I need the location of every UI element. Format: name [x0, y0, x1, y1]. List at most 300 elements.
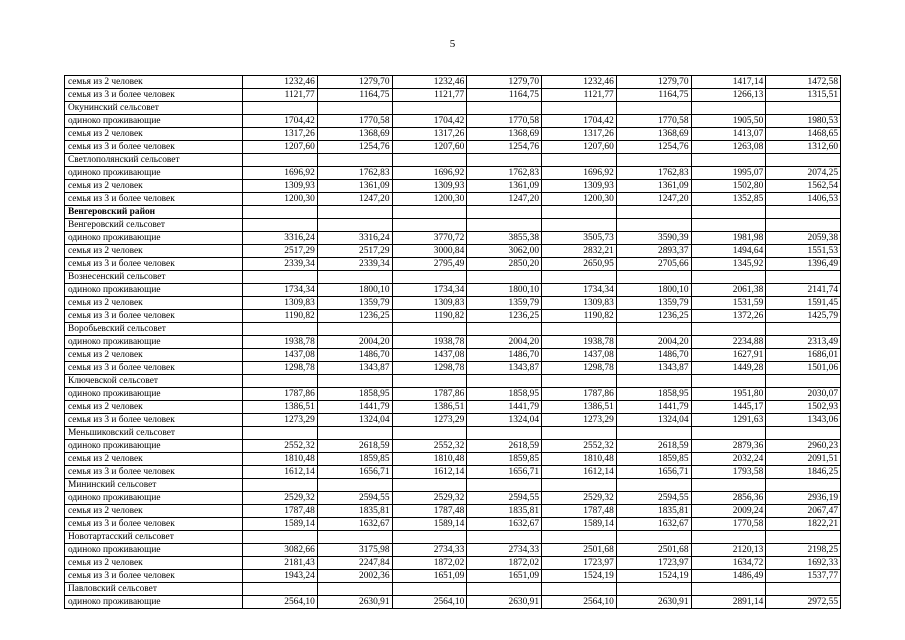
value-cell	[392, 219, 467, 232]
value-cell: 1589,14	[392, 518, 467, 531]
value-cell: 2198,25	[766, 544, 841, 557]
value-cell	[392, 102, 467, 115]
value-cell: 2564,10	[542, 596, 617, 609]
table-row	[65, 167, 841, 180]
value-cell: 1164,75	[467, 89, 542, 102]
value-cell: 1315,51	[766, 89, 841, 102]
value-cell	[766, 583, 841, 596]
value-cell: 1368,69	[616, 128, 691, 141]
value-cell: 1368,69	[317, 128, 392, 141]
section-row	[65, 531, 841, 544]
value-cell: 1787,48	[243, 505, 318, 518]
row-label: семья из 2 человек	[65, 453, 243, 466]
value-cell: 1200,30	[243, 193, 318, 206]
value-cell: 1859,85	[317, 453, 392, 466]
value-cell	[691, 206, 766, 219]
section-row	[65, 102, 841, 115]
value-cell	[317, 323, 392, 336]
table-row	[65, 596, 841, 609]
value-cell: 1612,14	[243, 466, 318, 479]
value-cell: 2074,25	[766, 167, 841, 180]
value-cell	[766, 531, 841, 544]
row-label: одиноко проживающие	[65, 167, 243, 180]
value-cell: 1762,83	[467, 167, 542, 180]
value-cell: 1980,53	[766, 115, 841, 128]
value-cell: 1800,10	[616, 284, 691, 297]
value-cell: 1472,58	[766, 76, 841, 89]
value-cell: 2650,95	[542, 258, 617, 271]
table-row	[65, 414, 841, 427]
value-cell: 1232,46	[392, 76, 467, 89]
value-cell	[691, 323, 766, 336]
value-cell: 1413,07	[691, 128, 766, 141]
value-cell: 1846,25	[766, 466, 841, 479]
value-cell: 1386,51	[243, 401, 318, 414]
value-cell: 1692,33	[766, 557, 841, 570]
section-row	[65, 479, 841, 492]
row-label: семья из 2 человек	[65, 180, 243, 193]
value-cell: 1704,42	[542, 115, 617, 128]
row-label: семья из 2 человек	[65, 505, 243, 518]
table-row	[65, 297, 841, 310]
value-cell	[467, 375, 542, 388]
value-cell	[691, 102, 766, 115]
value-cell: 1787,48	[542, 505, 617, 518]
value-cell: 1309,83	[392, 297, 467, 310]
value-cell: 2960,23	[766, 440, 841, 453]
value-cell: 2564,10	[243, 596, 318, 609]
value-cell: 3855,38	[467, 232, 542, 245]
table-row	[65, 89, 841, 102]
value-cell: 1810,48	[392, 453, 467, 466]
value-cell: 1800,10	[467, 284, 542, 297]
value-cell: 1343,87	[616, 362, 691, 375]
section-title: Светлополянский сельсовет	[65, 154, 243, 167]
value-cell	[317, 375, 392, 388]
value-cell: 2517,29	[317, 245, 392, 258]
value-cell: 1190,82	[542, 310, 617, 323]
value-cell: 2734,33	[467, 544, 542, 557]
row-label: одиноко проживающие	[65, 492, 243, 505]
value-cell	[691, 375, 766, 388]
value-cell: 1656,71	[616, 466, 691, 479]
table-row	[65, 232, 841, 245]
section-row	[65, 323, 841, 336]
value-cell	[243, 219, 318, 232]
value-cell: 1445,17	[691, 401, 766, 414]
value-cell	[542, 219, 617, 232]
section-title: Окунинский сельсовет	[65, 102, 243, 115]
section-title: Меньшиковский сельсовет	[65, 427, 243, 440]
value-cell	[616, 531, 691, 544]
value-cell: 2002,36	[317, 570, 392, 583]
value-cell	[317, 583, 392, 596]
value-cell: 1704,42	[392, 115, 467, 128]
value-cell: 2234,88	[691, 336, 766, 349]
value-cell: 1656,71	[317, 466, 392, 479]
value-cell: 1343,06	[766, 414, 841, 427]
value-cell: 1200,30	[392, 193, 467, 206]
value-cell: 2936,19	[766, 492, 841, 505]
table-row	[65, 505, 841, 518]
table-row	[65, 570, 841, 583]
value-cell: 1309,93	[542, 180, 617, 193]
value-cell: 2734,33	[392, 544, 467, 557]
value-cell	[392, 427, 467, 440]
value-cell: 2705,66	[616, 258, 691, 271]
table-row	[65, 115, 841, 128]
value-cell	[243, 271, 318, 284]
value-cell	[542, 427, 617, 440]
section-row	[65, 154, 841, 167]
value-cell: 3770,72	[392, 232, 467, 245]
value-cell: 1591,45	[766, 297, 841, 310]
value-cell: 1343,87	[467, 362, 542, 375]
value-cell	[392, 323, 467, 336]
value-cell	[691, 271, 766, 284]
value-cell: 1317,26	[243, 128, 318, 141]
value-cell: 1762,83	[317, 167, 392, 180]
row-label: семья из 2 человек	[65, 76, 243, 89]
value-cell: 2141,74	[766, 284, 841, 297]
value-cell: 1696,92	[243, 167, 318, 180]
value-cell: 1612,14	[392, 466, 467, 479]
value-cell: 1386,51	[542, 401, 617, 414]
section-row	[65, 583, 841, 596]
section-title: Новотартасский сельсовет	[65, 531, 243, 544]
value-cell: 1309,83	[542, 297, 617, 310]
row-label: семья из 3 и более человек	[65, 193, 243, 206]
value-cell	[691, 531, 766, 544]
value-cell: 1793,58	[691, 466, 766, 479]
value-cell: 1317,26	[542, 128, 617, 141]
value-cell: 1502,80	[691, 180, 766, 193]
value-cell	[467, 271, 542, 284]
section-row	[65, 375, 841, 388]
value-cell: 1273,29	[392, 414, 467, 427]
table-row	[65, 284, 841, 297]
value-cell	[542, 206, 617, 219]
section-title: Венгеровский район	[65, 206, 243, 219]
value-cell: 1858,95	[467, 388, 542, 401]
value-cell: 1634,72	[691, 557, 766, 570]
value-cell	[243, 102, 318, 115]
value-cell	[317, 531, 392, 544]
value-cell: 2856,36	[691, 492, 766, 505]
value-cell: 1368,69	[467, 128, 542, 141]
value-cell: 1266,13	[691, 89, 766, 102]
value-cell	[766, 323, 841, 336]
value-cell: 3082,66	[243, 544, 318, 557]
value-cell: 2832,21	[542, 245, 617, 258]
value-cell: 1312,60	[766, 141, 841, 154]
value-cell: 1938,78	[542, 336, 617, 349]
row-label: семья из 2 человек	[65, 349, 243, 362]
value-cell: 1345,92	[691, 258, 766, 271]
value-cell: 2313,49	[766, 336, 841, 349]
value-cell: 2630,91	[467, 596, 542, 609]
value-cell	[766, 479, 841, 492]
value-cell: 1190,82	[392, 310, 467, 323]
value-cell: 3505,73	[542, 232, 617, 245]
value-cell: 1787,86	[542, 388, 617, 401]
value-cell: 2850,20	[467, 258, 542, 271]
value-cell	[317, 102, 392, 115]
value-cell	[243, 479, 318, 492]
value-cell: 2552,32	[542, 440, 617, 453]
value-cell: 1696,92	[392, 167, 467, 180]
section-title: Ключевской сельсовет	[65, 375, 243, 388]
value-cell: 1324,04	[317, 414, 392, 427]
row-label: семья из 3 и более человек	[65, 570, 243, 583]
value-cell	[467, 102, 542, 115]
value-cell: 1943,24	[243, 570, 318, 583]
value-cell: 1279,70	[317, 76, 392, 89]
value-cell: 2339,34	[317, 258, 392, 271]
value-cell: 2061,38	[691, 284, 766, 297]
table-row	[65, 388, 841, 401]
value-cell: 1298,78	[243, 362, 318, 375]
row-label: одиноко проживающие	[65, 388, 243, 401]
value-cell: 1589,14	[542, 518, 617, 531]
section-title: Воробьевский сельсовет	[65, 323, 243, 336]
value-cell: 1441,79	[317, 401, 392, 414]
value-cell: 1279,70	[616, 76, 691, 89]
value-cell: 1417,14	[691, 76, 766, 89]
value-cell	[616, 206, 691, 219]
value-cell: 3062,00	[467, 245, 542, 258]
row-label: семья из 2 человек	[65, 128, 243, 141]
value-cell	[467, 531, 542, 544]
value-cell: 1449,28	[691, 362, 766, 375]
value-cell: 2501,68	[542, 544, 617, 557]
section-title: Мининский сельсовет	[65, 479, 243, 492]
value-cell: 1859,85	[467, 453, 542, 466]
value-cell	[392, 206, 467, 219]
table-row	[65, 193, 841, 206]
row-label: одиноко проживающие	[65, 232, 243, 245]
value-cell: 2594,55	[467, 492, 542, 505]
table-row	[65, 466, 841, 479]
table-row	[65, 518, 841, 531]
value-cell: 1121,77	[243, 89, 318, 102]
value-cell: 1437,08	[243, 349, 318, 362]
row-label: семья из 3 и более человек	[65, 310, 243, 323]
value-cell: 1537,77	[766, 570, 841, 583]
value-cell	[616, 271, 691, 284]
value-cell	[243, 531, 318, 544]
value-cell: 1734,34	[542, 284, 617, 297]
value-cell: 1425,79	[766, 310, 841, 323]
value-cell: 1723,97	[542, 557, 617, 570]
row-label: семья из 2 человек	[65, 245, 243, 258]
value-cell: 1627,91	[691, 349, 766, 362]
value-cell: 1396,49	[766, 258, 841, 271]
value-cell: 1859,85	[616, 453, 691, 466]
value-cell: 1437,08	[542, 349, 617, 362]
value-cell	[766, 219, 841, 232]
section-title: Венгеровский сельсовет	[65, 219, 243, 232]
value-cell: 1309,93	[243, 180, 318, 193]
row-label: семья из 2 человек	[65, 557, 243, 570]
value-cell: 1298,78	[542, 362, 617, 375]
table-row	[65, 128, 841, 141]
value-cell: 1770,58	[467, 115, 542, 128]
value-cell: 1589,14	[243, 518, 318, 531]
table-row	[65, 401, 841, 414]
value-cell	[317, 427, 392, 440]
value-cell: 1361,09	[467, 180, 542, 193]
value-cell	[243, 206, 318, 219]
row-label: одиноко проживающие	[65, 336, 243, 349]
value-cell: 1164,75	[317, 89, 392, 102]
value-cell: 1651,09	[467, 570, 542, 583]
value-cell: 1236,25	[317, 310, 392, 323]
value-cell: 2552,32	[392, 440, 467, 453]
value-cell: 2972,55	[766, 596, 841, 609]
tariff-table	[64, 75, 841, 609]
value-cell	[467, 154, 542, 167]
value-cell: 1386,51	[392, 401, 467, 414]
page-number: 5	[449, 38, 456, 50]
value-cell	[616, 102, 691, 115]
row-label: семья из 3 и более человек	[65, 89, 243, 102]
value-cell	[243, 583, 318, 596]
value-cell	[392, 479, 467, 492]
value-cell: 1858,95	[616, 388, 691, 401]
value-cell: 2030,07	[766, 388, 841, 401]
table-row	[65, 310, 841, 323]
value-cell	[616, 583, 691, 596]
value-cell: 1723,97	[616, 557, 691, 570]
value-cell: 1551,53	[766, 245, 841, 258]
table-body	[65, 76, 841, 609]
value-cell: 2529,32	[243, 492, 318, 505]
value-cell: 2501,68	[616, 544, 691, 557]
value-cell: 2339,34	[243, 258, 318, 271]
value-cell: 2630,91	[616, 596, 691, 609]
section-row	[65, 271, 841, 284]
value-cell: 1486,70	[317, 349, 392, 362]
value-cell: 1441,79	[616, 401, 691, 414]
value-cell: 2891,14	[691, 596, 766, 609]
value-cell: 1810,48	[542, 453, 617, 466]
value-cell	[467, 219, 542, 232]
value-cell: 1190,82	[243, 310, 318, 323]
value-cell: 2120,13	[691, 544, 766, 557]
table-row	[65, 544, 841, 557]
value-cell	[542, 375, 617, 388]
row-label: семья из 3 и более человек	[65, 141, 243, 154]
value-cell: 1359,79	[616, 297, 691, 310]
value-cell: 1704,42	[243, 115, 318, 128]
value-cell: 2594,55	[317, 492, 392, 505]
value-cell: 1121,77	[542, 89, 617, 102]
value-cell: 1696,92	[542, 167, 617, 180]
value-cell	[243, 427, 318, 440]
value-cell: 1359,79	[467, 297, 542, 310]
value-cell: 1309,93	[392, 180, 467, 193]
value-cell: 1232,46	[243, 76, 318, 89]
row-label: семья из 3 и более человек	[65, 414, 243, 427]
value-cell	[392, 583, 467, 596]
value-cell: 2059,38	[766, 232, 841, 245]
value-cell: 1359,79	[317, 297, 392, 310]
value-cell: 2004,20	[317, 336, 392, 349]
value-cell: 1291,63	[691, 414, 766, 427]
value-cell	[766, 102, 841, 115]
value-cell: 2594,55	[616, 492, 691, 505]
value-cell	[542, 154, 617, 167]
value-cell	[467, 479, 542, 492]
value-cell: 1324,04	[467, 414, 542, 427]
value-cell: 1324,04	[616, 414, 691, 427]
value-cell	[392, 531, 467, 544]
value-cell: 1309,83	[243, 297, 318, 310]
section-row	[65, 219, 841, 232]
value-cell: 1835,81	[467, 505, 542, 518]
value-cell: 3590,39	[616, 232, 691, 245]
value-cell: 3316,24	[243, 232, 318, 245]
value-cell: 2630,91	[317, 596, 392, 609]
value-cell	[243, 323, 318, 336]
value-cell: 1656,71	[467, 466, 542, 479]
value-cell: 2067,47	[766, 505, 841, 518]
value-cell: 1787,86	[243, 388, 318, 401]
value-cell	[542, 271, 617, 284]
value-cell: 1247,20	[616, 193, 691, 206]
table-row	[65, 76, 841, 89]
value-cell: 1938,78	[243, 336, 318, 349]
value-cell: 1770,58	[317, 115, 392, 128]
value-cell: 1273,29	[243, 414, 318, 427]
value-cell: 2529,32	[392, 492, 467, 505]
value-cell	[467, 427, 542, 440]
value-cell: 1524,19	[616, 570, 691, 583]
value-cell: 1273,29	[542, 414, 617, 427]
value-cell	[766, 154, 841, 167]
value-cell	[392, 154, 467, 167]
row-label: одиноко проживающие	[65, 440, 243, 453]
value-cell: 1207,60	[243, 141, 318, 154]
value-cell: 2181,43	[243, 557, 318, 570]
table-row	[65, 141, 841, 154]
value-cell	[243, 154, 318, 167]
value-cell	[616, 427, 691, 440]
value-cell	[616, 154, 691, 167]
value-cell	[691, 154, 766, 167]
value-cell: 1995,07	[691, 167, 766, 180]
value-cell	[616, 323, 691, 336]
row-label: одиноко проживающие	[65, 544, 243, 557]
value-cell: 1247,20	[467, 193, 542, 206]
value-cell	[243, 375, 318, 388]
value-cell	[766, 271, 841, 284]
table-row	[65, 362, 841, 375]
value-cell: 1951,80	[691, 388, 766, 401]
row-label: семья из 2 человек	[65, 297, 243, 310]
value-cell: 1254,76	[467, 141, 542, 154]
value-cell: 1207,60	[542, 141, 617, 154]
value-cell: 2564,10	[392, 596, 467, 609]
value-cell: 1501,06	[766, 362, 841, 375]
value-cell: 1263,08	[691, 141, 766, 154]
value-cell	[616, 219, 691, 232]
value-cell	[691, 427, 766, 440]
value-cell: 1343,87	[317, 362, 392, 375]
value-cell: 1938,78	[392, 336, 467, 349]
value-cell: 2893,37	[616, 245, 691, 258]
